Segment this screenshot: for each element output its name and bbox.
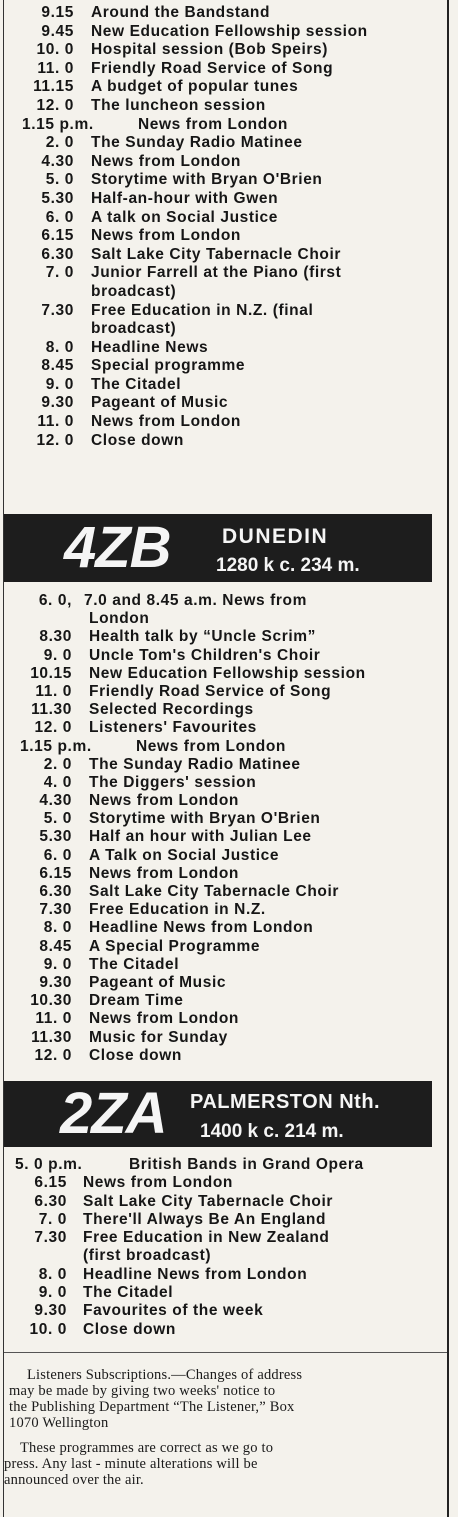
- schedule-time: 4. 0: [43, 773, 72, 791]
- schedule-time: 6.30: [34, 1192, 67, 1210]
- schedule-time: 6.30: [39, 883, 72, 900]
- station-call-sign: 4ZB: [64, 515, 171, 580]
- schedule-row: [0, 647, 458, 665]
- schedule-time: 12. 0: [34, 1046, 72, 1064]
- schedule-programme: 7.0 and 8.45 a.m. News from: [84, 592, 307, 609]
- schedule-programme: Music for Sunday: [89, 1028, 228, 1046]
- schedule-row: [0, 116, 458, 135]
- schedule-row: [0, 171, 458, 190]
- schedule-row: [0, 97, 458, 116]
- schedule-row: [0, 774, 458, 792]
- schedule-time: 9.45: [41, 22, 74, 40]
- schedule-row: [0, 264, 458, 283]
- schedule-row: [0, 1284, 458, 1302]
- schedule-row: [0, 60, 458, 79]
- schedule-programme: Salt Lake City Tabernacle Choir: [83, 1192, 334, 1210]
- schedule-time: 8. 0: [38, 1265, 67, 1283]
- schedule-row: [0, 756, 458, 774]
- schedule-time: 10.30: [30, 992, 72, 1010]
- schedule-programme: Free Education in N.Z.: [89, 901, 266, 919]
- schedule-time: 9. 0: [45, 375, 74, 393]
- press-note: [4, 1440, 424, 1488]
- schedule-row: [0, 665, 458, 683]
- schedule-time: 7. 0: [38, 1210, 67, 1228]
- schedule-time: 9.15: [41, 4, 74, 21]
- section-divider: [4, 1352, 447, 1353]
- schedule-row: [0, 1010, 458, 1028]
- schedule-programme: Storytime with Bryan O'Brien: [91, 171, 323, 189]
- schedule-row: [0, 339, 458, 358]
- schedule-row: [0, 153, 458, 172]
- schedule-block-3: [0, 1156, 458, 1339]
- schedule-time: 8. 0: [43, 919, 72, 937]
- schedule-row: [0, 701, 458, 719]
- schedule-row: [0, 719, 458, 737]
- schedule-row: [0, 23, 458, 42]
- schedule-time: 9. 0: [43, 646, 72, 664]
- schedule-time: 11. 0: [35, 1010, 72, 1028]
- schedule-programme: Storytime with Bryan O'Brien: [89, 810, 321, 828]
- station-city: PALMERSTON Nth.: [190, 1091, 381, 1113]
- schedule-row: [0, 357, 458, 376]
- schedule-programme: Free Education in N.Z. (final: [91, 301, 314, 319]
- schedule-programme: News from London: [136, 737, 286, 755]
- schedule-row: [0, 938, 458, 956]
- schedule-row: [0, 919, 458, 937]
- schedule-programme: Favourites of the week: [83, 1302, 264, 1320]
- schedule-row: [0, 78, 458, 97]
- schedule-time: 8. 0: [45, 338, 74, 356]
- text-line: press. Any last - minute alterations will be: [4, 1456, 258, 1472]
- schedule-programme: Close down: [83, 1320, 176, 1338]
- schedule-row: [0, 376, 458, 395]
- subscription-notice: [9, 1367, 429, 1431]
- schedule-programme: Pageant of Music: [91, 394, 229, 412]
- schedule-time: 5. 0: [43, 810, 72, 828]
- schedule-time: 11. 0: [35, 682, 72, 700]
- schedule-row: [0, 320, 458, 339]
- schedule-programme: News from London: [89, 792, 239, 810]
- schedule-row: [0, 1193, 458, 1211]
- schedule-row: [0, 4, 458, 23]
- schedule-programme: Half an hour with Julian Lee: [89, 828, 312, 846]
- schedule-row: [0, 432, 458, 451]
- schedule-programme: There'll Always Be An England: [83, 1210, 327, 1228]
- schedule-row: [0, 974, 458, 992]
- schedule-programme: Dream Time: [89, 992, 184, 1010]
- schedule-time: 5. 0: [45, 171, 74, 189]
- schedule-row: [0, 1302, 458, 1320]
- schedule-programme: A Special Programme: [89, 937, 261, 955]
- schedule-time: 5.30: [41, 189, 74, 207]
- schedule-programme: The Sunday Radio Matinee: [91, 134, 303, 152]
- schedule-row: [0, 209, 458, 228]
- schedule-programme: Special programme: [91, 357, 246, 375]
- schedule-time: 2. 0: [43, 755, 72, 773]
- schedule-programme: Headline News: [91, 338, 209, 356]
- schedule-time: 11.30: [31, 1028, 72, 1046]
- schedule-time: 11.15: [33, 78, 74, 96]
- schedule-row: [0, 610, 458, 628]
- schedule-row: [0, 992, 458, 1010]
- text-line: Listeners Subscriptions.—Changes of address: [27, 1367, 303, 1383]
- schedule-row: [0, 41, 458, 60]
- schedule-programme: The Sunday Radio Matinee: [89, 755, 301, 773]
- schedule-time: 7. 0: [45, 264, 74, 282]
- text-line: may be made by giving two weeks' notice to: [9, 1383, 276, 1399]
- schedule-programme: Friendly Road Service of Song: [91, 59, 334, 77]
- schedule-programme: Health talk by “Uncle Scrim”: [89, 628, 316, 646]
- schedule-programme: Selected Recordings: [89, 701, 254, 719]
- schedule-time: 9.30: [39, 973, 72, 991]
- schedule-time: 6.15: [41, 227, 74, 245]
- schedule-row: [0, 956, 458, 974]
- schedule-time: 9.30: [34, 1302, 67, 1320]
- text-line: These programmes are correct as we go to: [20, 1440, 274, 1456]
- text-line: announced over the air.: [4, 1472, 144, 1488]
- schedule-time: 7.30: [34, 1229, 67, 1247]
- schedule-programme: News from London: [91, 413, 241, 431]
- station-banner-4zb: [4, 514, 432, 582]
- schedule-row: [0, 394, 458, 413]
- schedule-time: 6. 0,: [38, 592, 72, 609]
- schedule-programme: Around the Bandstand: [91, 4, 271, 21]
- schedule-time: 9.30: [41, 394, 74, 412]
- schedule-time: 6.15: [39, 864, 72, 882]
- schedule-programme: Half-an-hour with Gwen: [91, 189, 279, 207]
- schedule-time: 10.15: [30, 664, 72, 682]
- schedule-row: [0, 828, 458, 846]
- schedule-programme: New Education Fellowship session: [89, 664, 366, 682]
- schedule-programme-continued: (first broadcast): [83, 1247, 212, 1265]
- schedule-time: 1.15 p.m.: [20, 737, 92, 755]
- schedule-time: 12. 0: [36, 96, 74, 114]
- schedule-programme: Close down: [91, 431, 184, 449]
- schedule-row: [0, 865, 458, 883]
- schedule-time: 8.30: [39, 628, 72, 646]
- schedule-row: [0, 1211, 458, 1229]
- schedule-row: [0, 134, 458, 153]
- schedule-programme: Uncle Tom's Children's Choir: [89, 646, 321, 664]
- schedule-programme: The Citadel: [89, 955, 180, 973]
- schedule-programme: News from London: [91, 227, 241, 245]
- schedule-time: 10. 0: [36, 41, 74, 59]
- schedule-programme: News from London: [89, 1010, 239, 1028]
- schedule-time: 11. 0: [37, 413, 74, 431]
- schedule-row: [0, 190, 458, 209]
- schedule-row: [0, 683, 458, 701]
- schedule-time: 1.15 p.m.: [22, 115, 94, 133]
- schedule-time: 7.30: [41, 301, 74, 319]
- schedule-programme: A budget of popular tunes: [91, 78, 299, 96]
- schedule-time: 8.45: [41, 357, 74, 375]
- schedule-programme-continued: broadcast): [91, 282, 177, 300]
- schedule-programme: Headline News from London: [89, 919, 314, 937]
- schedule-programme: The luncheon session: [91, 96, 266, 114]
- schedule-row: [0, 738, 458, 756]
- station-frequency: 1280 k c. 234 m.: [216, 555, 360, 576]
- schedule-programme: Listeners' Favourites: [89, 719, 257, 737]
- schedule-row: [0, 227, 458, 246]
- schedule-time: 11.30: [31, 701, 72, 719]
- schedule-programme: Headline News from London: [83, 1265, 308, 1283]
- schedule-row: [0, 847, 458, 865]
- schedule-time: 6. 0: [45, 208, 74, 226]
- schedule-time: 10. 0: [29, 1320, 67, 1338]
- schedule-time: 12. 0: [34, 719, 72, 737]
- schedule-time: 5. 0 p.m.: [15, 1156, 83, 1173]
- schedule-programme: The Diggers' session: [89, 773, 257, 791]
- schedule-programme: British Bands in Grand Opera: [129, 1156, 364, 1173]
- schedule-programme: News from London: [138, 115, 288, 133]
- schedule-time: 4.30: [41, 152, 74, 170]
- schedule-row: [0, 628, 458, 646]
- schedule-row: [0, 1174, 458, 1192]
- station-banner-2za: [4, 1081, 432, 1147]
- schedule-row: [0, 592, 458, 610]
- schedule-row: [0, 302, 458, 321]
- schedule-programme-continued: London: [89, 610, 150, 628]
- schedule-time: 6. 0: [43, 846, 72, 864]
- schedule-row: [0, 792, 458, 810]
- schedule-time: 7.30: [39, 901, 72, 919]
- schedule-programme: The Citadel: [91, 375, 182, 393]
- schedule-time: 8.45: [39, 937, 72, 955]
- schedule-programme: Salt Lake City Tabernacle Choir: [89, 883, 340, 900]
- schedule-row: [0, 1229, 458, 1247]
- schedule-programme-continued: broadcast): [91, 320, 177, 338]
- schedule-programme: Close down: [89, 1046, 182, 1064]
- schedule-block-1: [0, 4, 458, 450]
- schedule-row: [0, 1321, 458, 1339]
- schedule-row: [0, 413, 458, 432]
- station-city: DUNEDIN: [222, 525, 329, 548]
- schedule-row: [0, 901, 458, 919]
- schedule-row: [0, 283, 458, 302]
- schedule-programme: Free Education in New Zealand: [83, 1229, 330, 1247]
- schedule-time: 4.30: [39, 792, 72, 810]
- schedule-time: 11. 0: [37, 59, 74, 77]
- text-line: the Publishing Department “The Listener,” Box: [9, 1399, 295, 1415]
- schedule-time: 9. 0: [43, 955, 72, 973]
- schedule-programme: News from London: [89, 864, 239, 882]
- schedule-time: 6.15: [34, 1174, 67, 1192]
- station-call-sign: 2ZA: [60, 1081, 167, 1146]
- schedule-row: [0, 810, 458, 828]
- schedule-block-2: [0, 592, 458, 1065]
- schedule-row: [0, 1266, 458, 1284]
- schedule-time: 5.30: [39, 828, 72, 846]
- schedule-row: [0, 246, 458, 265]
- schedule-time: 2. 0: [45, 134, 74, 152]
- schedule-programme: Pageant of Music: [89, 973, 227, 991]
- schedule-row: [0, 1156, 458, 1174]
- schedule-programme: News from London: [83, 1174, 233, 1192]
- schedule-programme: News from London: [91, 152, 241, 170]
- schedule-programme: Junior Farrell at the Piano (first: [91, 264, 342, 282]
- schedule-time: 12. 0: [36, 431, 74, 449]
- schedule-programme: The Citadel: [83, 1284, 174, 1302]
- station-frequency: 1400 k c. 214 m.: [200, 1121, 344, 1142]
- schedule-programme: A Talk on Social Justice: [89, 846, 280, 864]
- schedule-time: 6.30: [41, 245, 74, 263]
- schedule-programme: A talk on Social Justice: [91, 208, 278, 226]
- schedule-time: 9. 0: [38, 1284, 67, 1302]
- schedule-programme: Salt Lake City Tabernacle Choir: [91, 245, 342, 263]
- schedule-row: [0, 1247, 458, 1265]
- schedule-programme: New Education Fellowship session: [91, 22, 368, 40]
- schedule-row: [0, 1029, 458, 1047]
- text-line: 1070 Wellington: [9, 1415, 109, 1431]
- schedule-row: [0, 883, 458, 901]
- schedule-row: [0, 1047, 458, 1065]
- schedule-programme: Hospital session (Bob Speirs): [91, 41, 329, 59]
- schedule-programme: Friendly Road Service of Song: [89, 682, 332, 700]
